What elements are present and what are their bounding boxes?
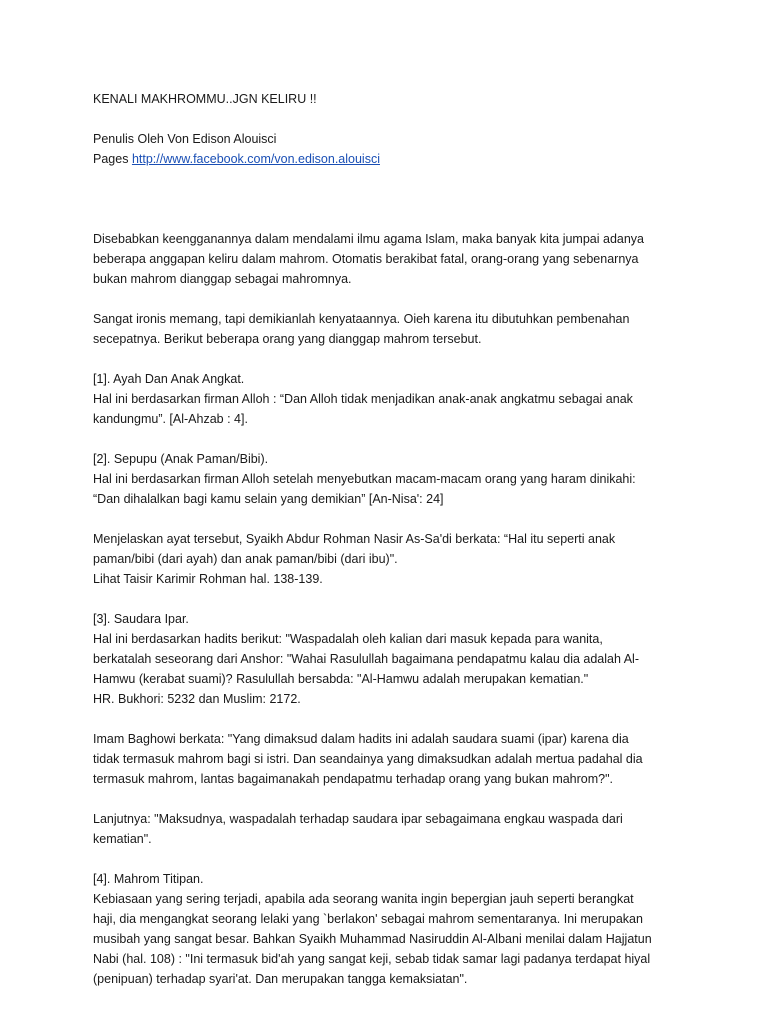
text-line: HR. Bukhori: 5232 dan Muslim: 2172. (93, 692, 301, 706)
text-line: Lihat Taisir Karimir Rohman hal. 138-139. (93, 572, 323, 586)
section-heading: [4]. Mahrom Titipan. (93, 872, 204, 886)
section-2 (93, 449, 688, 509)
text-line: tidak termasuk mahrom bagi si istri. Dan seandainya yang dimaksudkan adalah mertua padahal dia (93, 752, 643, 766)
section-3-quote (93, 729, 688, 789)
section-heading: [1]. Ayah Dan Anak Angkat. (93, 372, 245, 386)
pages-label: Pages (93, 152, 129, 166)
text-line: Kebiasaan yang sering terjadi, apabila ada seorang wanita ingin bepergian jauh seperti berangkat (93, 892, 634, 906)
text-line: Disebabkan keengganannya dalam mendalami ilmu agama Islam, maka banyak kita jumpai adanya (93, 232, 645, 246)
text-line: bukan mahrom dianggap sebagai mahromnya. (93, 272, 352, 286)
text-line: Sangat ironis memang, tapi demikianlah kenyataannya. Oieh karena itu dibutuhkan pembenahan (93, 312, 630, 326)
text-line: (penipuan) terhadap syari'at. Dan merupakan tangga kemaksiatan". (93, 972, 468, 986)
text-line: Hamwu (kerabat suami)? Rasulullah bersabda: "Al-Hamwu adalah merupakan kematian." (93, 672, 589, 686)
section-1 (93, 369, 688, 429)
document-title: KENALI MAKHROMMU..JGN KELIRU !! (93, 92, 317, 106)
text-line: beberapa anggapan keliru dalam mahrom. Otomatis berakibat fatal, orang-orang yang sebenarnya (93, 252, 639, 266)
text-line: “Dan dihalalkan bagi kamu selain yang demikian” [An-Nisa': 24] (93, 492, 444, 506)
text-line: kematian". (93, 832, 152, 846)
text-line: Hal ini berdasarkan firman Alloh setelah menyebutkan macam-macam orang yang haram dinikahi: (93, 472, 636, 486)
facebook-link[interactable]: http://www.facebook.com/von.edison.alouisci (131, 152, 380, 166)
intro-paragraph (93, 229, 688, 289)
intro2-paragraph (93, 309, 688, 349)
text-line: secepatnya. Berikut beberapa orang yang dianggap mahrom tersebut. (93, 332, 482, 346)
text-line: Hal ini berdasarkan hadits berikut: "Waspadalah oleh kalian dari masuk kepada para wanita, (93, 632, 603, 646)
text-line: Imam Baghowi berkata: "Yang dimaksud dalam hadits ini adalah saudara suami (ipar) karena dia (93, 732, 629, 746)
text-line: musibah yang sangat besar. Bahkan Syaikh Muhammad Nasiruddin Al-Albani menilai dalam Hajjatun (93, 932, 652, 946)
section-4 (93, 869, 688, 989)
text-line: Hal ini berdasarkan firman Alloh : “Dan Alloh tidak menjadikan anak-anak angkatmu sebagai anak (93, 392, 633, 406)
pages-line (93, 149, 688, 169)
text-line: kandungmu”. [Al-Ahzab : 4]. (93, 412, 248, 426)
text-line: paman/bibi (dari ayah) dan anak paman/bibi (dari ibu)". (93, 552, 398, 566)
section-heading: [3]. Saudara Ipar. (93, 612, 189, 626)
text-line: Lanjutnya: "Maksudnya, waspadalah terhadap saudara ipar sebagaimana engkau waspada dari (93, 812, 623, 826)
text-line: termasuk mahrom, lantas bagaimanakah pendapatmu terhadap orang yang bukan mahrom?". (93, 772, 614, 786)
text-line: berkatalah seseorang dari Anshor: "Wahai Rasulullah bagaimana pendapatmu kalau dia adalah Al- (93, 652, 639, 666)
text-line: haji, dia mengangkat seorang lelaki yang `berlakon' sebagai mahrom sementaranya. Ini merupakan (93, 912, 643, 926)
section-heading: [2]. Sepupu (Anak Paman/Bibi). (93, 452, 269, 466)
text-line: Menjelaskan ayat tersebut, Syaikh Abdur Rohman Nasir As-Sa'di berkata: “Hal itu seperti anak (93, 532, 616, 546)
section-3-continuation (93, 809, 688, 849)
text-line: Nabi (hal. 108) : "Ini termasuk bid'ah yang sangat keji, sebab tidak samar lagi padanya terdapat hiyal (93, 952, 651, 966)
author-line: Penulis Oleh Von Edison Alouisci (93, 132, 277, 146)
section-2-explanation (93, 529, 688, 589)
section-3 (93, 609, 688, 709)
